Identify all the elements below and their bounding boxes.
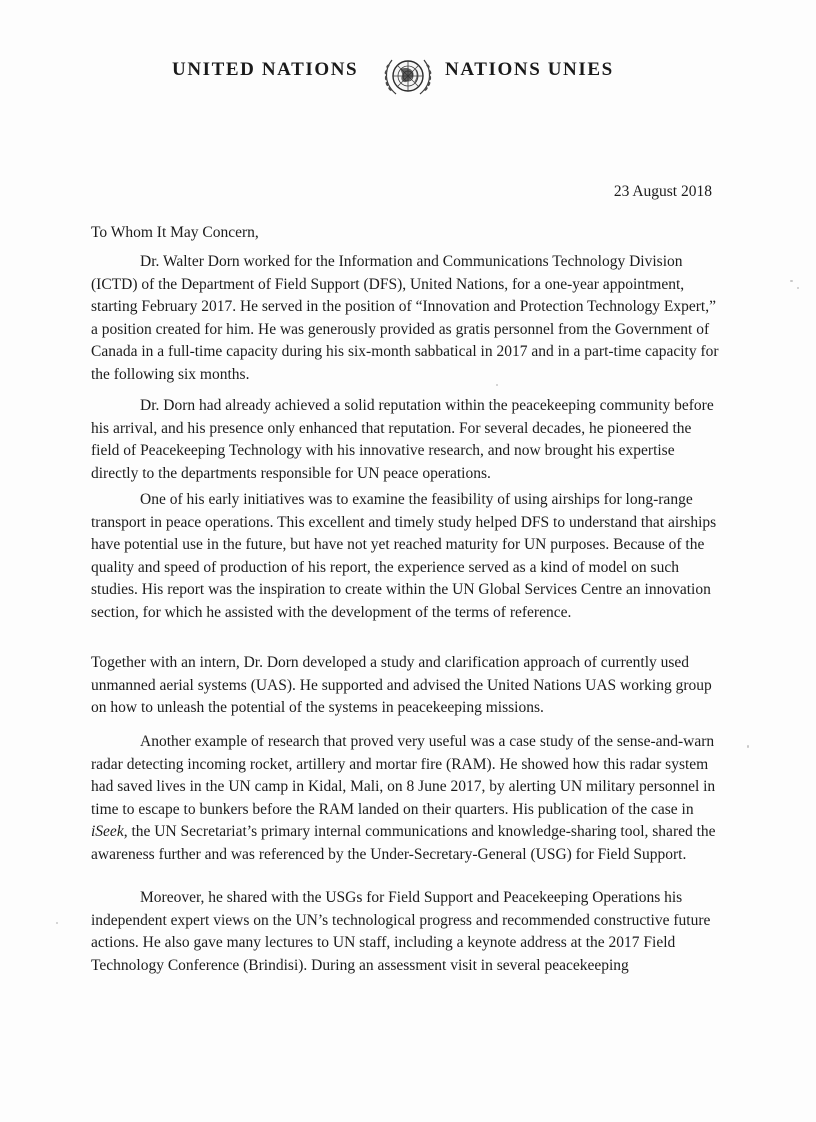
salutation: To Whom It May Concern, bbox=[91, 224, 259, 241]
paragraph-6: Moreover, he shared with the USGs for Field Support and Peacekeeping Operations his independent expert views on the UN’s technological progress and recommended constructive future actions. He also gave many lectures to UN staff, including a keynote address at the 2017 Field Technology Conference (Brindisi). During an assessment visit in several peacekeeping bbox=[91, 889, 711, 974]
scan-speck bbox=[790, 280, 793, 282]
scan-speck bbox=[747, 745, 749, 748]
letterhead-english: UNITED NATIONS bbox=[172, 59, 359, 80]
un-emblem-icon bbox=[382, 52, 434, 100]
paragraph-3: One of his early initiatives was to examine the feasibility of using airships for long-range transport in peace operations. This excellent and timely study helped DFS to understand that airships have potential use in the future, but have not yet reached maturity for UN purposes. Because of the quality and speed of production of his report, the experience served as a kind of model on such studies. His report was the inspiration to create within the UN Global Services Centre an innovation section, for which he assisted with the development of the terms of reference. bbox=[91, 491, 717, 621]
paragraph-5 bbox=[91, 731, 723, 867]
paragraph-4: Together with an intern, Dr. Dorn developed a study and clarification approach of currently used unmanned aerial systems (UAS). He supported and advised the United Nations UAS working group on how to unleash the potential of the systems in peacekeeping missions. bbox=[91, 654, 712, 717]
paragraph-1: Dr. Walter Dorn worked for the Information and Communications Technology Division (ICTD) of the Department of Field Support (DFS), United Nations, for a one-year appointment, starting February 2017. He served in the position of “Innovation and Protection Technology Expert,” a position created for him. He was generously provided as gratis personnel from the Government of Canada in a full-time capacity during his six-month sabbatical in 2017 and in a part-time capacity for the following six months. bbox=[91, 253, 719, 383]
scan-speck bbox=[797, 287, 799, 289]
scan-speck bbox=[496, 384, 498, 386]
letterhead bbox=[0, 54, 816, 94]
paragraph-5-text-start: Another example of research that proved very useful was a case study of the sense-and-warn radar detecting incoming rocket, artillery and mortar fire (RAM). He showed how this radar system had saved lives in the UN camp in Kidal, Mali, on 8 June 2017, by alerting UN military personnel in time to escape to bunkers before the RAM landed on their quarters. His publication of the case in bbox=[91, 733, 716, 818]
letterhead-french: NATIONS UNIES bbox=[445, 59, 614, 80]
iseek-italic: iSeek bbox=[91, 823, 124, 841]
scan-speck bbox=[56, 922, 58, 924]
paragraph-2: Dr. Dorn had already achieved a solid reputation within the peacekeeping community before his arrival, and his presence only enhanced that reputation. For several decades, he pioneered the field of Peacekeeping Technology with his innovative research, and now brought his expertise directly to the departments responsible for UN peace operations. bbox=[91, 397, 714, 482]
letter-date: 23 August 2018 bbox=[613, 183, 712, 200]
paragraph-5-text-end: , the UN Secretariat’s primary internal communications and knowledge-sharing tool, shared the awareness further and was referenced by the Under-Secretary-General (USG) for Field Support. bbox=[91, 823, 716, 863]
